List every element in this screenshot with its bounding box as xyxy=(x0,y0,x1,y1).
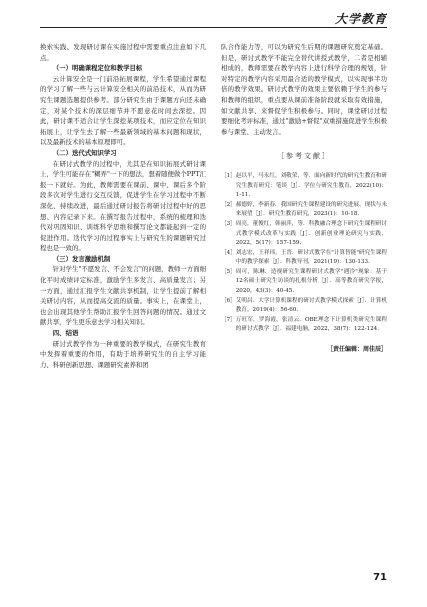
responsible-editor: ［责任编辑：周佳辰］ xyxy=(326,346,387,354)
section-body-4: 研讨式教学作为一种重要的教学模式，在研究生教育中发挥着重要的作用，有助于培养研究生的自主学习能力、科研创新思想、课题研究素养和团 xyxy=(40,339,206,369)
reference-item xyxy=(221,172,387,201)
reference-number: ［2］ xyxy=(221,201,236,208)
reference-text: 郝德婷，李新春．我国研究生课程建设的研究进展、现状与未来展望［J］．研究生教育研究，2023(1)：10-18. xyxy=(235,201,387,218)
reference-text: 万旺军，罗海霞，张清云．OBE理念下计算机类研究生课程的研讨式教学［J］．福建电脑，2022，38(7)：122-124. xyxy=(235,316,387,333)
reference-text: 刘志宏，王祥玮，王晋．研讨式教学在"计算智能"研究生课程中的教学探索［J］．科教导刊，2021(19)：130-133. xyxy=(235,249,387,266)
reference-item xyxy=(221,297,387,316)
section-heading-4: 四、结语 xyxy=(52,329,79,338)
conclusion-continued: 队合作能力等，可以为研究生后期的课题研究奠定基础。但是，研讨式教学不能完全替代讲授式教学，二者是相辅相成的，教师需要在教学内容上进行科学合理的规划，针对特定的教学内容采用最合适的教学模式，以实现事半功倍的教学效果。研讨式教学的效果主要依赖于学生的参与和教师的组织，重点要从课前准备阶段就采取有效措施，如文献共享、来督促学生积极参与。同时，课堂研讨过程要细化考评标准，通过"激励+督促"双重措施促进学生积极参与课堂、主动发言。 xyxy=(221,43,387,136)
reference-number: ［5］ xyxy=(221,268,236,275)
reference-text: 艾明昌．大学计算机课程的研讨式教学模式探索［J］．计算机教育，2019(4)：56-60. xyxy=(235,297,387,314)
reference-number: ［4］ xyxy=(221,249,236,256)
reference-item xyxy=(221,316,387,335)
reference-item xyxy=(221,249,387,268)
right-column xyxy=(221,42,387,356)
reference-item xyxy=(221,220,387,249)
reference-text: 周可，陈琳．造视研究生课程研讨式教学"遇冷"现象：基于12名硕士研究生访谈的扎根分析［J］．高等教育研究学报，2020，43(3)：40-45. xyxy=(235,268,387,295)
reference-number: ［7］ xyxy=(221,316,236,323)
left-column xyxy=(40,42,206,370)
references-title: ［参考文献］ xyxy=(277,152,331,161)
page-number: 71 xyxy=(373,572,387,583)
intro-paragraph: 换索实践、发现研讨课在实施过程中需要重点注意如下几点。 xyxy=(40,43,206,62)
reference-number: ［6］ xyxy=(221,297,236,304)
section-body-2: 在研讨式教学的过程中，尤其是在知识拓展式研讨课上，学生可能存在"糊弄"一下的想法，想着随便做个PPT汇报一下就好。为此，教师需要在课前、课中、课后多个阶段多次对学生进行交互反馈，促进学生在学习过程中不断深化、持续改进，最后通过研讨报告将研讨过程中好的思想、内容记录下来。在撰写报告过程中，系统的梳理和迭代对巩固知识、训练科学思维和撰写论文都能起到一定的促进作用。迭代学习的过程事实上与研究生的课题研究过程也是一致的。 xyxy=(40,159,206,253)
reference-number: ［1］ xyxy=(221,172,236,179)
section-heading-2: （二）迭代式知识学习 xyxy=(52,148,117,157)
section-body-3: 针对学生"不愿发言、不会发言"的问题，教师一方面细化平时成绩评定标准，激励学生多发言、高质量发言；另一方面，通过汇报学生文献共享机制，让学生提前了解相关研讨内容，从而提高交流的质量。事实上，在课堂上，也会出现其他学生帮助汇报学生回答问题的情况。通过文献共享，学生更乐意去学习相关知识。 xyxy=(40,265,206,327)
reference-text: 周亮，董俊红，韩丽萍，等．科教融合理念下研究生课程研讨式教学模式改革与实践［J］．创新创业理论研究与实践，2022，5(17)：157-159. xyxy=(235,220,387,247)
section-body-1: 云计算安全是一门前沿拓展课程，学生希望通过课程的学习了解一些与云计算安全相关的前沿技术，从而为研究生课题选题提供参考。部分研究生由于课题方向还未确定，对某个技术的深层细节并不愿意花时间去深挖。因此，研讨课不适合让学生深挖某项技术，而应定位在知识拓展上，让学生去了解一些最新领域的基本问题和现状，以及最新技术的基本原理即可。 xyxy=(40,74,206,147)
header-rule xyxy=(40,27,387,28)
reference-item xyxy=(221,201,387,220)
journal-title: 大学教育 xyxy=(334,12,387,26)
reference-item xyxy=(221,268,387,297)
reference-text: 赵以平，马永红，刘敬荣，等．面向新时代的研究生教育和研究生教育研究：笔谈［J］．学位与研究生教育，2022(10)：1-11. xyxy=(235,172,387,199)
section-heading-1: （一）明确课程定位和教学目标 xyxy=(52,64,143,73)
section-heading-3: （三）发言激励机制 xyxy=(52,254,111,263)
reference-number: ［3］ xyxy=(221,220,236,227)
